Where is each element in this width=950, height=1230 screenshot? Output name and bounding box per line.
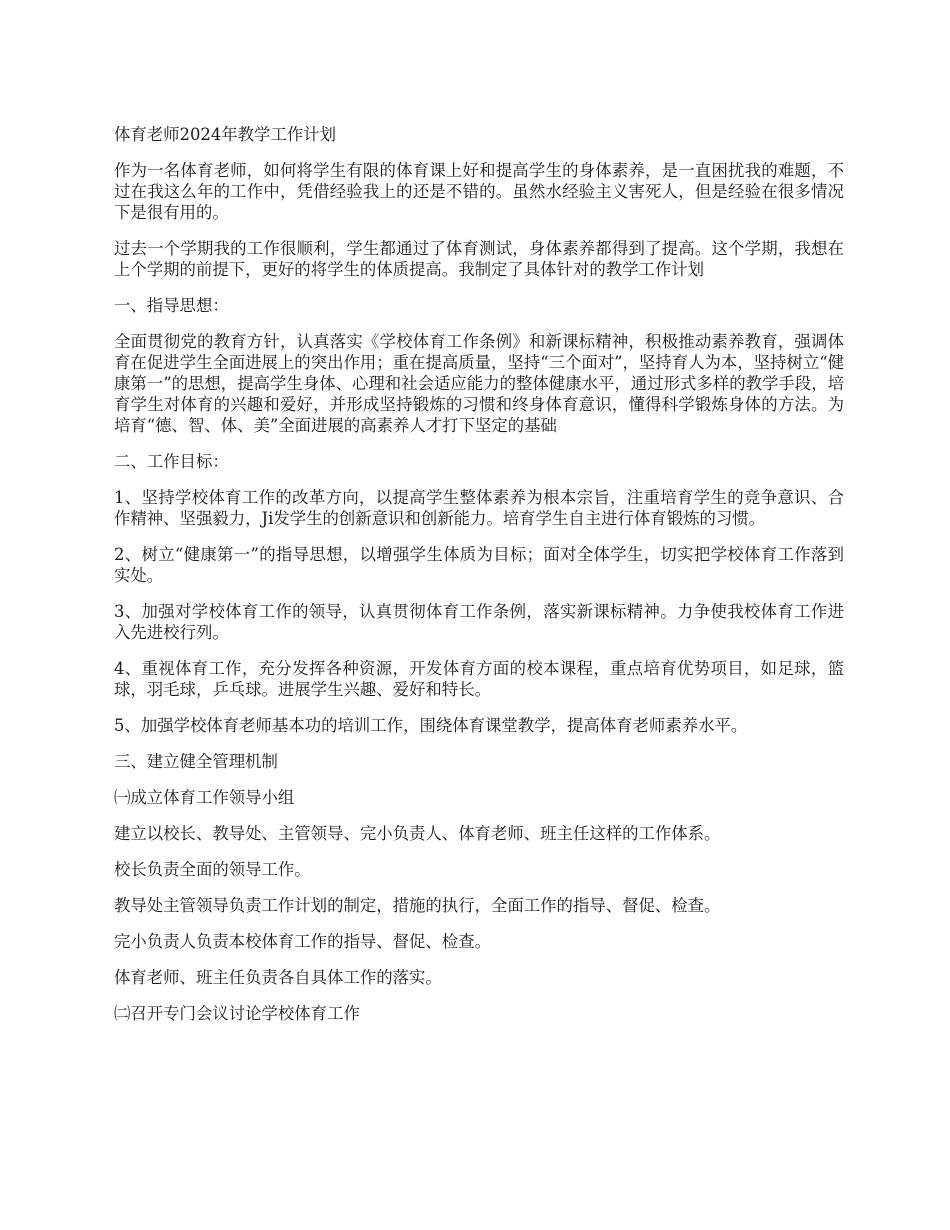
section-heading-work-goals: 二、工作目标：: [114, 452, 229, 471]
paragraph-last-term: 过去一个学期我的工作很顺利，学生都通过了体育测试，身体素养都得到了提高。这个学期，我想在上个学期的前提下，更好的将学生的体质提高。我制定了具体针对的教学工作计划: [114, 239, 844, 279]
paragraph-work-system: 建立以校长、教导处、主管领导、完小负责人、体育老师、班主任这样的工作体系。: [114, 824, 721, 843]
paragraph-academic-office-duty: 教导处主管领导负责工作计划的制定，措施的执行，全面工作的指导、督促、检查。: [114, 896, 721, 915]
goal-item-1: 1、坚持学校体育工作的改革方向，以提高学生整体素养为根本宗旨，注重培育学生的竞争意识、合作精神、坚强毅力，Ji发学生的创新意识和创新能力。培育学生自主进行体育锻炼的习惯。: [114, 488, 844, 528]
paragraph-school-head-duty: 完小负责人负责本校体育工作的指导、督促、检查。: [114, 932, 491, 951]
goal-item-5: 5、加强学校体育老师基本功的培训工作，围绕体育课堂教学，提高体育老师素养水平。: [114, 716, 748, 735]
section-heading-guiding-thought: 一、指导思想：: [114, 296, 229, 315]
goal-item-4: 4、重视体育工作，充分发挥各种资源，开发体育方面的校本课程，重点培育优势项目，如足球，篮球，羽毛球，乒乓球。进展学生兴趣、爱好和特长。: [114, 659, 844, 699]
subsection-heading-leadership-group: ㈠成立体育工作领导小组: [114, 788, 295, 807]
paragraph-intro: 作为一名体育老师，如何将学生有限的体育课上好和提高学生的身体素养，是一直困扰我的难题，不过在我这么年的工作中，凭借经验我上的还是不错的。虽然水经验主义害死人，但是经验在很多情况下是很有用的。: [114, 161, 844, 222]
section-heading-management: 三、建立健全管理机制: [114, 752, 278, 771]
document-page: [114, 124, 844, 1039]
paragraph-teacher-duty: 体育老师、班主任负责各自具体工作的落实。: [114, 968, 442, 987]
paragraph-guiding-thought: 全面贯彻党的教育方针，认真落实《学校体育工作条例》和新课标精神，积极推动素养教育，强调体育在促进学生全面进展上的突出作用；重在提高质量，坚持“三个面对”，坚持育人为本，坚持树立“健康第一”的思想，提高学生身体、心理和社会适应能力的整体健康水平，通过形式多样的教学手段，培育学生对体育的兴趣和爱好，并形成坚持锻炼的习惯和终身体育意识，懂得科学锻炼身体的方法。为培育“德、智、体、美”全面进展的高素养人才打下坚定的基础: [114, 332, 844, 435]
paragraph-principal-duty: 校长负责全面的领导工作。: [114, 860, 311, 879]
subsection-heading-meetings: ㈡召开专门会议讨论学校体育工作: [114, 1004, 360, 1023]
document-title: 体育老师2024年教学工作计划: [114, 125, 337, 144]
goal-item-2: 2、树立“健康第一”的指导思想，以增强学生体质为目标；面对全体学生，切实把学校体育工作落到实处。: [114, 545, 844, 585]
goal-item-3: 3、加强对学校体育工作的领导，认真贯彻体育工作条例，落实新课标精神。力争使我校体育工作进入先进校行列。: [114, 602, 844, 642]
